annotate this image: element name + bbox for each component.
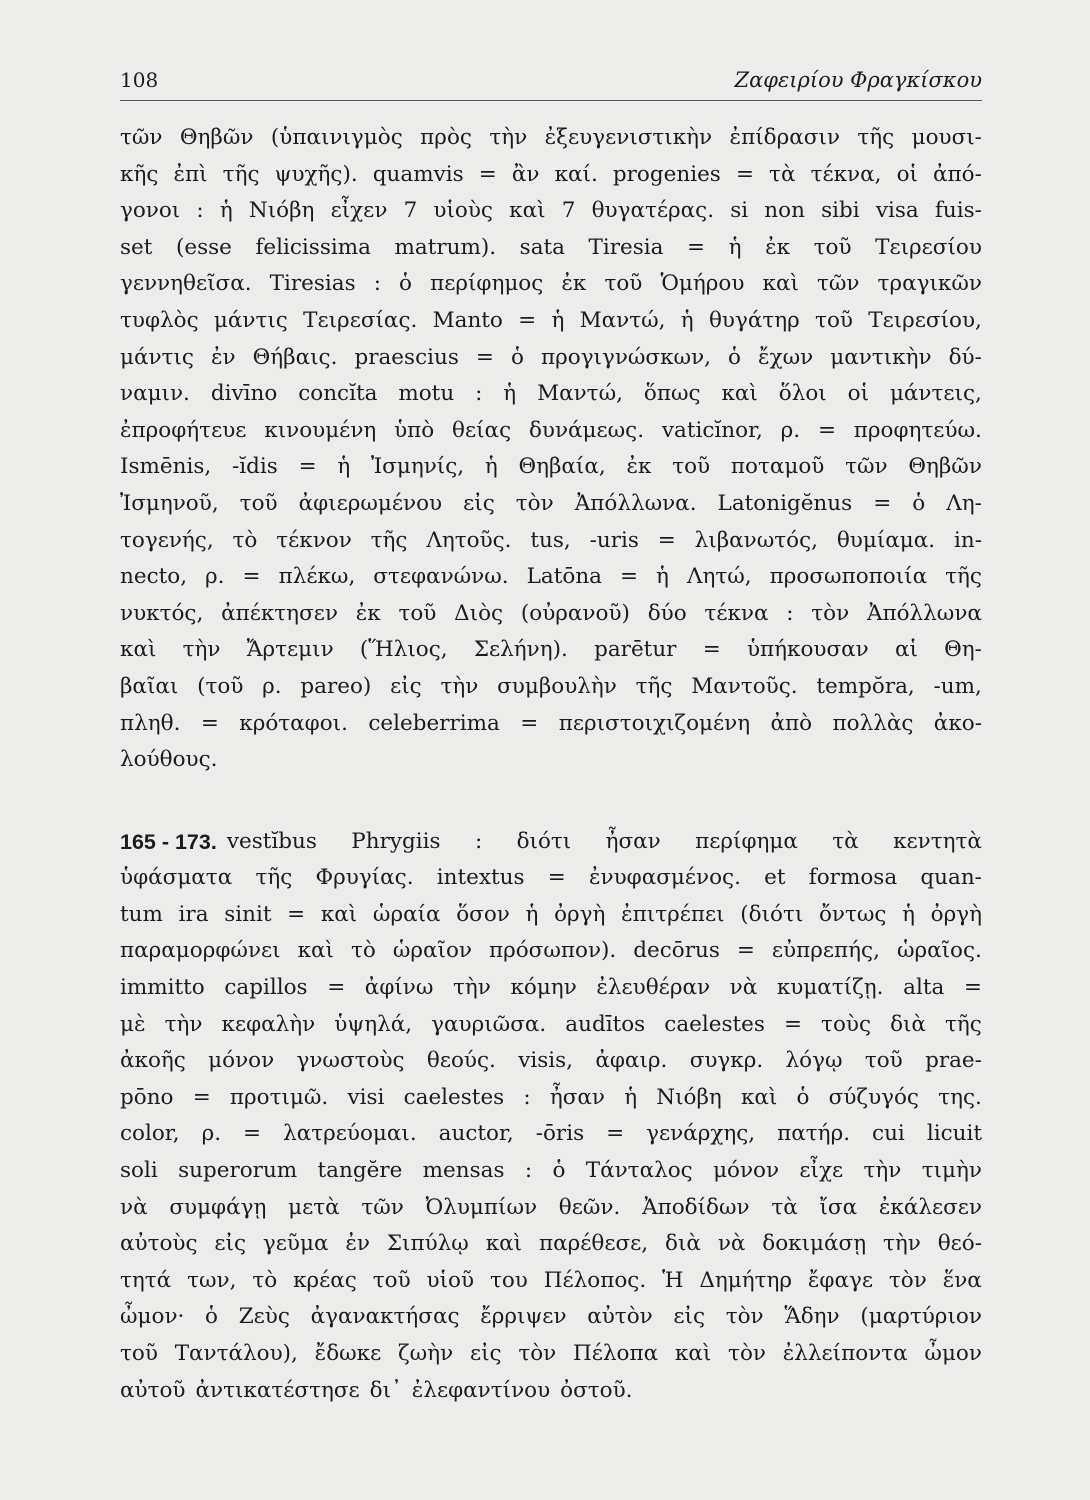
text-line: tum ira sinit = καὶ ὡραία ὅσον ἡ ὀργὴ ἐπιτρέπει (διότι ὄντως ἡ ὀργὴ	[120, 901, 982, 927]
text-line: immitto capillos = ἀφίνω τὴν κόμην ἐλευθέραν νὰ κυματίζῃ. alta =	[120, 975, 982, 1001]
text-line: necto, ρ. = πλέκω, στεφανώνω. Latōna = ἡ Λητώ, προσωποποιία τῆς	[120, 564, 982, 590]
text-line: αὐτοῦ ἀντικατέστησε δι᾽ ἐλεφαντίνου ὀστοῦ.	[120, 1377, 633, 1403]
text-line: τῶν Θηβῶν (ὑπαινιγμὸς πρὸς τὴν ἐξευγενιστικὴν ἐπίδρασιν τῆς μουσι-	[120, 125, 982, 150]
text-line: βαῖαι (τοῦ ρ. pareo) εἰς τὴν συμβουλὴν τῆς Μαντοῦς. tempŏra, -um,	[120, 673, 982, 699]
text-line: παραμορφώνει καὶ τὸ ὡραῖον πρόσωπον). decōrus = εὐπρεπής, ὡραῖος.	[120, 938, 982, 964]
text-line: γεννηθεῖσα. Tiresias : ὁ περίφημος ἐκ τοῦ Ὁμήρου καὶ τῶν τραγικῶν	[120, 271, 982, 297]
text-line: τογενής, τὸ τέκνον τῆς Λητοῦς. tus, -uris = λιβανωτός, θυμίαμα. in-	[120, 527, 982, 553]
text-line: Ἰσμηνοῦ, τοῦ ἀφιερωμένου εἰς τὸν Ἀπόλλωνα. Latonigĕnus = ὁ Λη-	[120, 490, 982, 516]
text-line: Ismēnis, -ĭdis = ἡ Ἰσμηνίς, ἡ Θηβαία, ἐκ τοῦ ποταμοῦ τῶν Θηβῶν	[120, 454, 982, 480]
text-line: ἐπροφήτευε κινουμένη ὑπὸ θείας δυνάμεως. vaticĭnor, ρ. = προφητεύω.	[120, 417, 982, 443]
text-line: τητά των, τὸ κρέας τοῦ υἱοῦ του Πέλοπος. Ἡ Δημήτηρ ἔφαγε τὸν ἕνα	[120, 1267, 982, 1293]
text-line: soli superorum tangĕre mensas : ὁ Τάνταλος μόνον εἶχε τὴν τιμὴν	[120, 1158, 982, 1184]
section-label: 165 - 173.	[120, 829, 217, 854]
text-line: color, ρ. = λατρεύομαι. auctor, -ōris = γενάρχης, πατήρ. cui licuit	[120, 1121, 982, 1147]
text-line: γονοι : ἡ Νιόβη εἶχεν 7 υἱοὺς καὶ 7 θυγατέρας. si non sibi visa fuis-	[120, 198, 982, 224]
text-line: νυκτός, ἀπέκτησεν ἐκ τοῦ Διὸς (οὐρανοῦ) δύο τέκνα : τὸν Ἀπόλλωνα	[120, 600, 982, 626]
commentary-section-165-173	[120, 824, 982, 1410]
text-line: πληθ. = κρόταφοι. celeberrima = περιστοιχιζομένη ἀπὸ πολλὰς ἀκο-	[120, 710, 982, 736]
text-line: τυφλὸς μάντις Τειρεσίας. Manto = ἡ Μαντώ, ἡ θυγάτηρ τοῦ Τειρεσίου,	[120, 307, 982, 333]
text-line: set (esse felicissima matrum). sata Tiresia = ἡ ἐκ τοῦ Τειρεσίου	[120, 234, 982, 260]
text-body	[120, 120, 982, 1409]
text-line: μὲ τὴν κεφαλὴν ὑψηλά, γαυριῶσα. audītos caelestes = τοὺς διὰ τῆς	[120, 1011, 982, 1037]
text-line: ὦμον· ὁ Ζεὺς ἀγανακτήσας ἔρριψεν αὐτὸν εἰς τὸν Ἅδην (μαρτύριον	[120, 1304, 982, 1330]
text-line: κῆς ἐπὶ τῆς ψυχῆς). quamvis = ἂν καί. progenies = τὰ τέκνα, οἱ ἀπό-	[120, 161, 982, 187]
text-line: ναμιν. divīno concĭta motu : ἡ Μαντώ, ὅπως καὶ ὅλοι οἱ μάντεις,	[120, 381, 982, 407]
text-line: αὐτοὺς εἰς γεῦμα ἐν Σιπύλῳ καὶ παρέθεσε, διὰ νὰ δοκιμάσῃ τὴν θεό-	[120, 1231, 982, 1257]
commentary-paragraph-1	[120, 120, 982, 779]
text-line: μάντις ἐν Θήβαις. praescius = ὁ προγιγνώσκων, ὁ ἔχων μαντικὴν δύ-	[120, 344, 982, 370]
text-line: λούθους.	[120, 747, 218, 773]
text-line	[120, 824, 982, 861]
text-line: ὑφάσματα τῆς Φρυγίας. intextus = ἐνυφασμένος. et formosa quan-	[120, 865, 982, 891]
text-line: τοῦ Ταντάλου), ἔδωκε ζωὴν εἰς τὸν Πέλοπα καὶ τὸν ἐλλείποντα ὦμον	[120, 1341, 982, 1366]
text-line: pōno = προτιμῶ. visi caelestes : ἦσαν ἡ Νιόβη καὶ ὁ σύζυγός της.	[120, 1084, 982, 1110]
page-header	[120, 66, 982, 101]
section-first-line: vestĭbus Phrygiis : διότι ἦσαν περίφημα τὰ κεντητὰ	[226, 828, 982, 854]
text-line: ἀκοῆς μόνον γνωστοὺς θεούς. visis, ἀφαιρ. συγκρ. λόγῳ τοῦ prae-	[120, 1048, 982, 1074]
text-line: νὰ συμφάγῃ μετὰ τῶν Ὀλυμπίων θεῶν. Ἀποδίδων τὰ ἴσα ἐκάλεσεν	[120, 1194, 982, 1220]
running-title: Ζαφειρίου Φραγκίσκου	[734, 68, 982, 92]
page-number: 108	[120, 68, 159, 92]
text-line: καὶ τὴν Ἄρτεμιν (Ἥλιος, Σελήνη). parētur = ὑπήκουσαν αἱ Θη-	[120, 637, 982, 663]
